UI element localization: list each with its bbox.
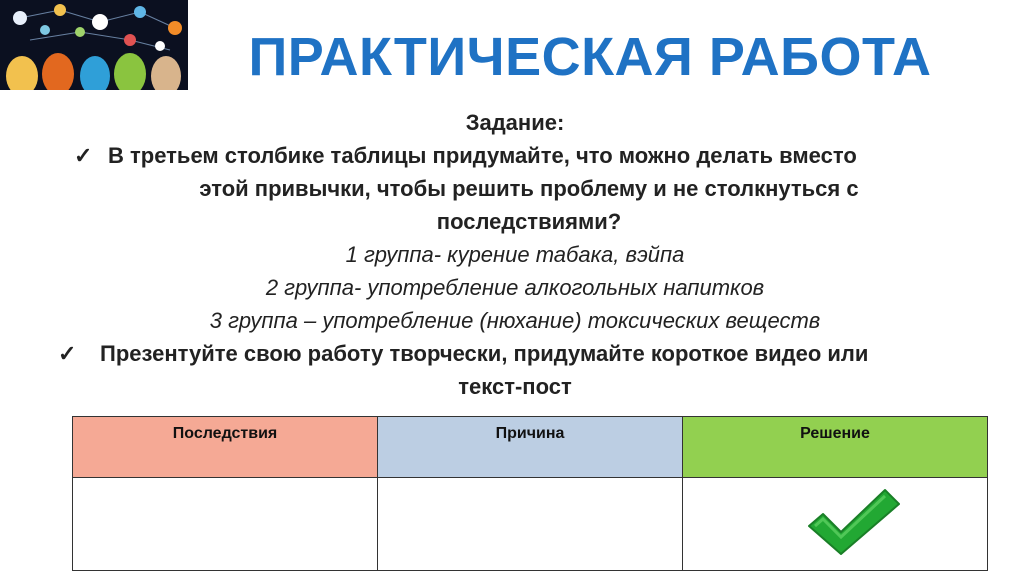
checkmark-icon: ✓ <box>74 143 93 168</box>
bullet-present-work <box>50 337 980 403</box>
header-cause: Причина <box>378 417 683 478</box>
bullet2-line1: Презентуйте свою работу творчески, придумайте короткое видео или <box>100 341 869 366</box>
logo-heads-illustration <box>0 0 188 90</box>
checkmark-icon: ✓ <box>58 341 77 366</box>
cell-solution[interactable] <box>683 478 988 571</box>
task-block <box>50 106 980 403</box>
habits-table <box>72 416 988 571</box>
bullet-creative-alternatives <box>50 139 980 238</box>
header-solution: Решение <box>683 417 988 478</box>
bullet1-line3: последствиями? <box>436 209 622 234</box>
header-consequences: Последствия <box>73 417 378 478</box>
cell-consequences[interactable] <box>73 478 378 571</box>
group-1: 1 группа- курение табака, вэйпа <box>345 242 685 267</box>
bullet1-line2: этой привычки, чтобы решить проблему и не столкнуться с <box>199 176 859 201</box>
cell-cause[interactable] <box>378 478 683 571</box>
group-3: 3 группа – употребление (нюхание) токсических веществ <box>209 308 821 333</box>
bullet1-line1: В третьем столбике таблицы придумайте, что можно делать вместо <box>108 143 857 168</box>
task-heading: Задание: <box>465 110 565 135</box>
page-title: ПРАКТИЧЕСКАЯ РАБОТА <box>248 27 932 87</box>
group-2: 2 группа- употребление алкогольных напитков <box>265 275 765 300</box>
green-checkmark-icon <box>803 486 903 558</box>
bullet2-line2: текст-пост <box>458 374 572 399</box>
